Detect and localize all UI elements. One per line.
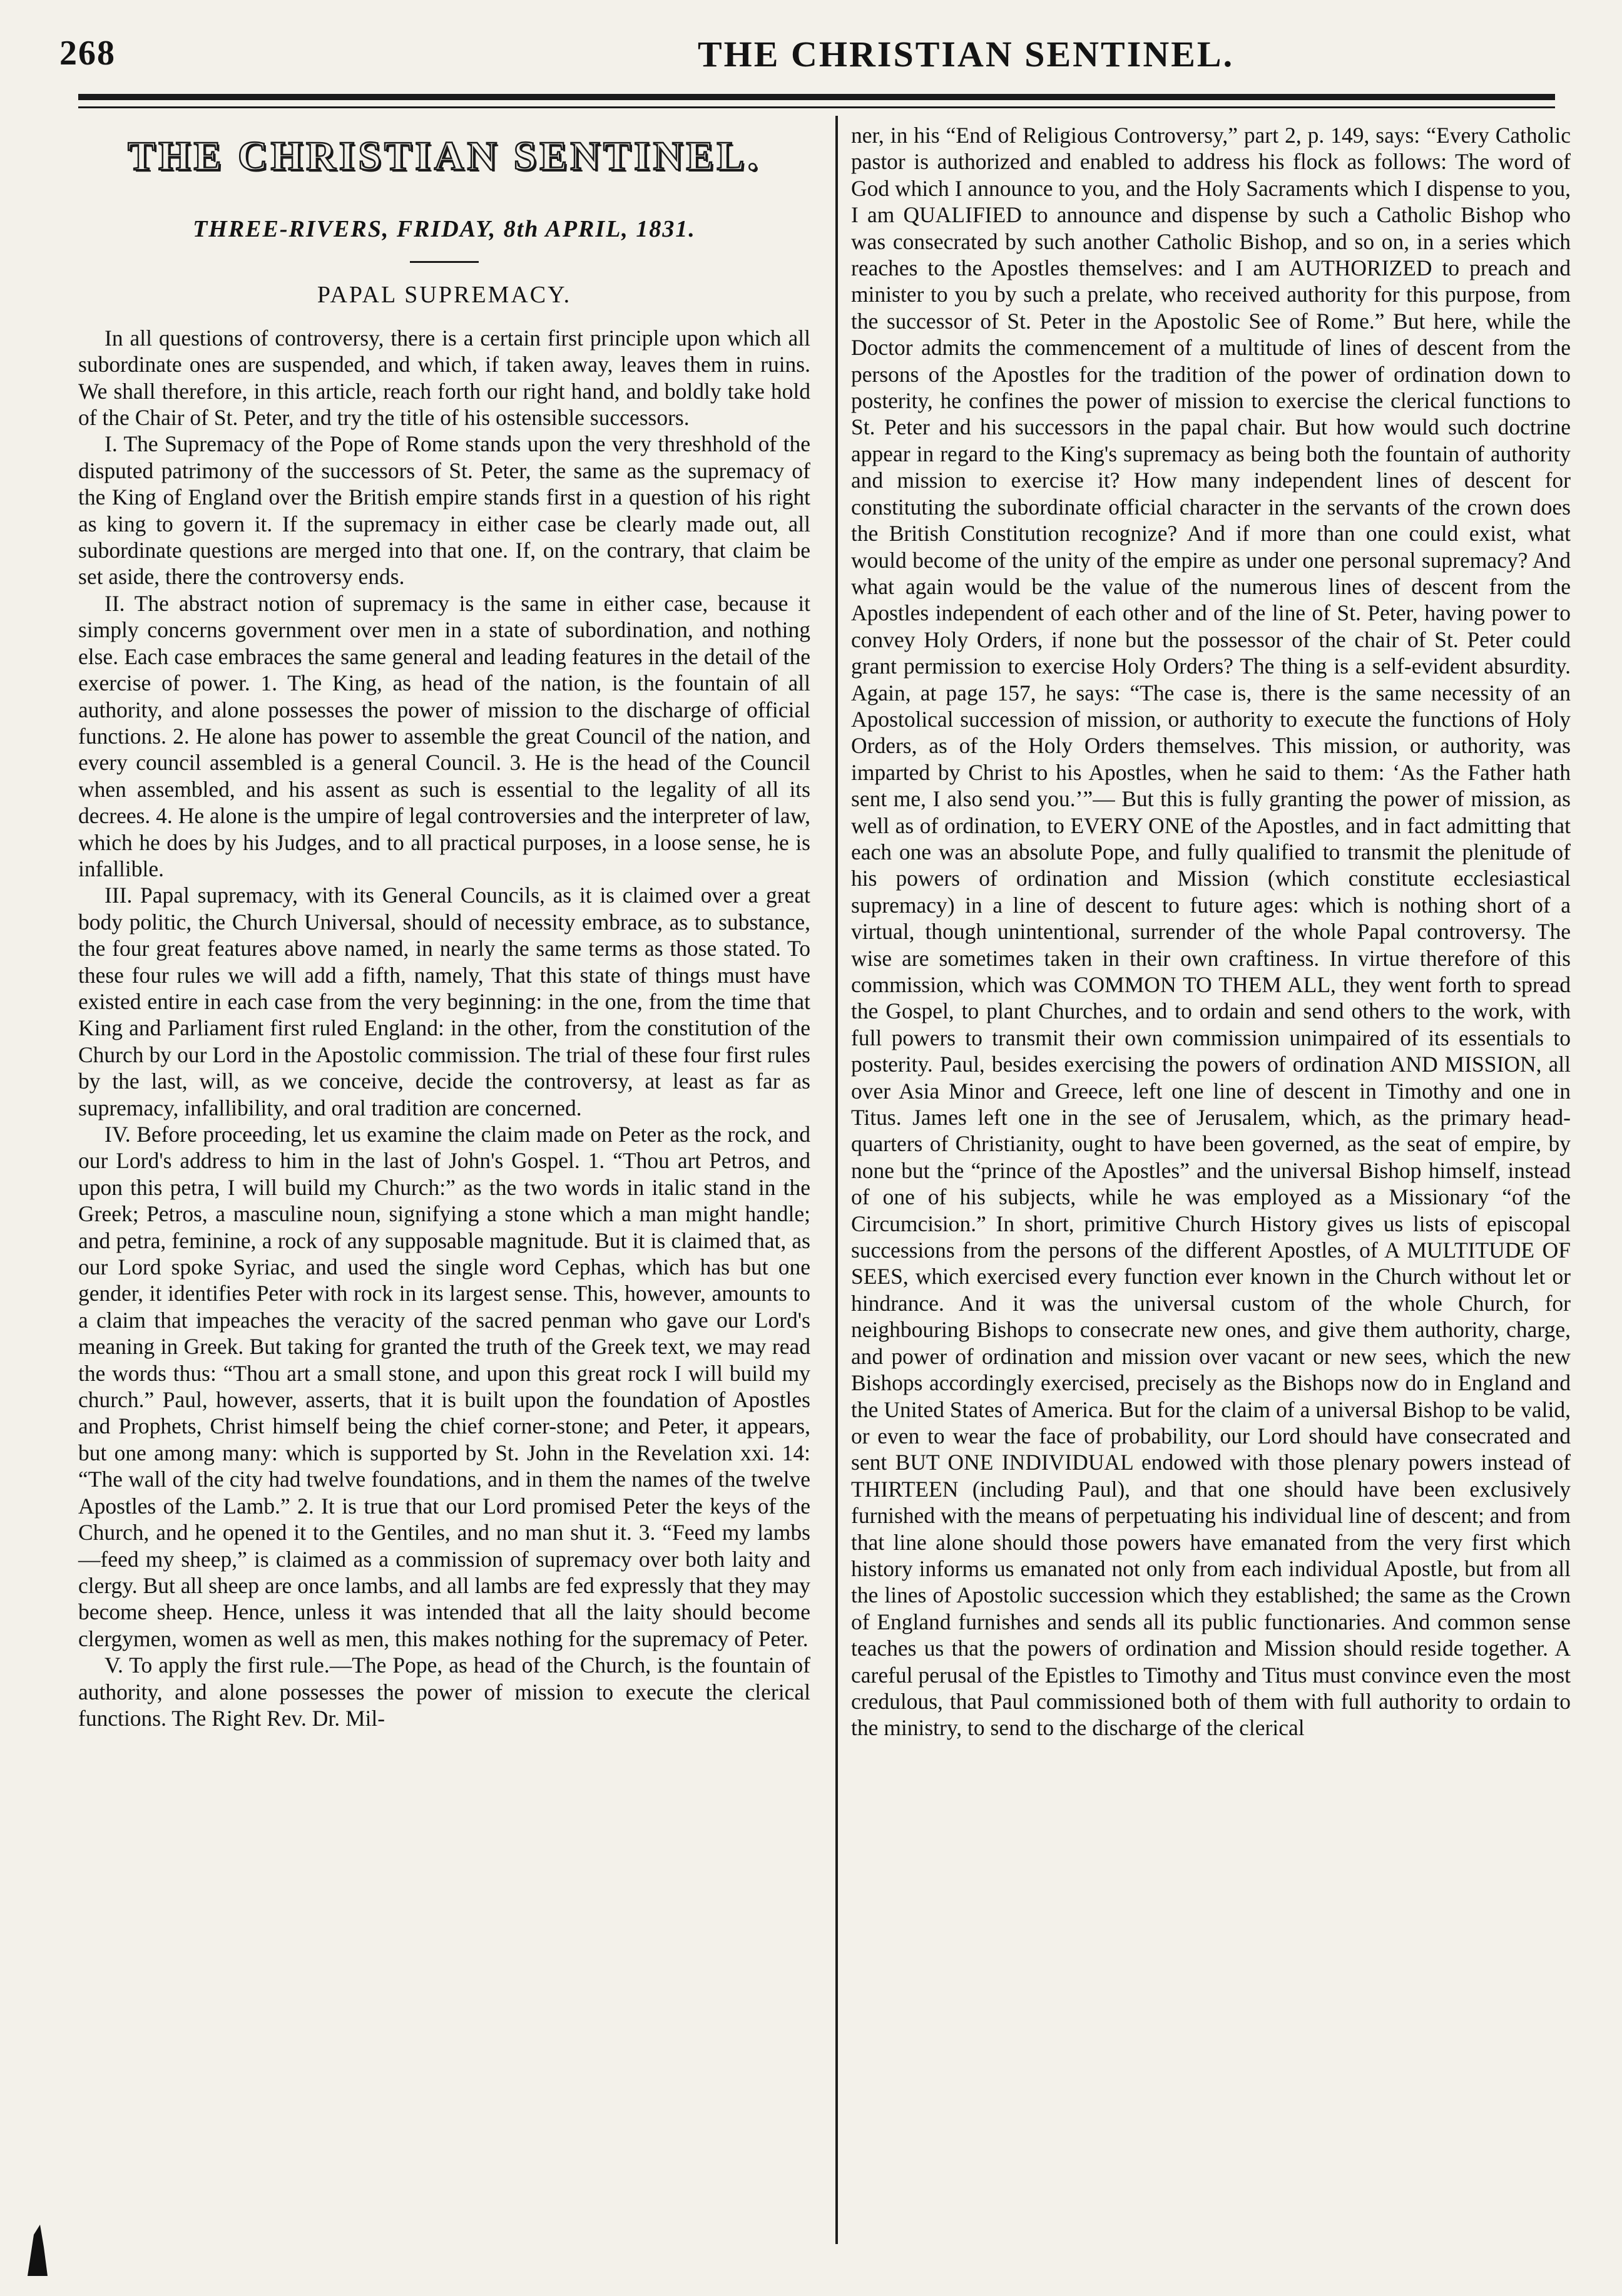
- paragraph-section-5: V. To apply the first rule.—The Pope, as head of the Church, is the fountain of authority, and alone possesses the power of mission to execute the clerical functions. The Right Rev. Dr. Mil-: [78, 1653, 810, 1731]
- paragraph-continued: ner, in his “End of Religious Controversy,” part 2, p. 149, says: “Every Catholic pastor is authorized and enabled to address his flock as follows: The word of God which I announce to you, and the Holy Sacraments which I dispense to you, I am QUALIFIED to announce and dispense by such a Catholic Bishop who was consecrated by such another Catholic Bishop, and so on, in a series which reaches to the Apostles themselves: and I am AUTHORIZED to preach and minister to you by such a prelate, who received authority for this purpose, from the successor of St. Peter in the Apostolic See of Rome.” But here, while the Doctor admits the commencement of a multitude of lines of descent from the persons of the Apostles for the tradition of the power of ordination down to posterity, he confines the power of mission to exercise the clerical functions to St. Peter and his successors in the papal chair. But how would such doctrine appear in regard to the King's supremacy as being both the fountain of authority and mission to exercise it? How many independent lines of descent for constituting the subordinate official character in the servants of the crown does the British Constitution recognize? And if more than one could exist, what would become of the unity of the empire as under one personal supremacy? And what again would be the value of the numerous lines of descent from the Apostles independent of each other and of the line of St. Peter, having power to convey Holy Orders, if none but the possessor of the chair of St. Peter could grant permission to exercise Holy Orders? The thing is a self-evident absurdity. Again, at page 157, he says: “The case is, there is the same necessity of an Apostolical succession of mission, or authority to execute the functions of Holy Orders, as of the Holy Orders themselves. This mission, or authority, was imparted by Christ to his Apostles, when he said to them: ‘As the Father hath sent me, I also send you.’”— But this is fully granting the power of mission, as well as of ordination, to EVERY ONE of the Apostles, and in fact admitting that each one was an absolute Pope, and fully qualified to transmit the plenitude of his powers of ordination and Mission (which constitute ecclesiastical supremacy) in a line of descent to future ages: which is nothing short of a virtual, though unintentional, surrender of the whole Papal controversy. The wise are sometimes taken in their own craftiness. In virtue therefore of this commission, which was COMMON TO THEM ALL, they went forth to spread the Gospel, to plant Churches, and to ordain and send others to the work, with full powers to transmit their own commission unimpaired of its essentials to posterity. Paul, besides exercising the powers of ordination AND MISSION, all over Asia Minor and Greece, left one line of descent in Timothy and one in Titus. James left one in the see of Jerusalem, which, as the primary head-quarters of Christianity, ought to have been governed, as the seat of empire, by none but the “prince of the Apostles” and the universal Bishop himself, instead of one of his subjects, while he was employed as a Missionary “of the Circumcision.” In short, primitive Church History gives us lists of episcopal successions from the persons of the different Apostles, of A MULTITUDE OF SEES, which exercised every function ever known in the Church without let or hindrance. And it was the universal custom of the whole Church, for neighbouring Bishops to consecrate new ones, and give them authority, charge, and power of ordination and mission over vacant or new sees, which the new Bishops accordingly exercised, precisely as the Bishops now do in England and the United States of America. But for the claim of a universal Bishop to be valid, or even to wear the face of probability, our Lord should have consecrated and sent BUT ONE INDIVIDUAL endowed with those plenary powers instead of THIRTEEN (including Paul), and that one should have been exclusively furnished with the means of perpetuating his individual line of descent; and from that line alone should those powers have emanated from the very first which history informs us emanated not only from each individual Apostle, but from all the lines of Apostolic succession which they established; the same as the Crown of England furnishes and sends all its public functionaries. And common sense teaches us that the powers of ordination and Mission should reside together. A careful perusal of the Epistles to Timothy and Titus must convince even the most credulous, that Paul commissioned both of them with full authority to ordain to the ministry, to send to the discharge of the clerical: [851, 123, 1571, 1741]
- paragraph-section-2: II. The abstract notion of supremacy is the same in either case, because it simply concerns government over men in a state of subordination, and nothing else. Each case embraces the same general and leading features in the detail of the exercise of power. 1. The King, as head of the nation, is the fountain of all authority, and alone possesses the power of mission to the discharge of official functions. 2. He alone has power to assemble the great Council of the nation, and every council assembled is a general Council. 3. He is the head of the Council when assembled, and his assent as such is essential to the legality of all its decrees. 4. He alone is the umpire of legal controversies and the interpreter of law, which he does by his Judges, and to all practical purposes, in a loose sense, he is infallible.: [78, 590, 810, 881]
- header-rule-thin: [78, 106, 1555, 108]
- paragraph-section-3: III. Papal supremacy, with its General Councils, as it is claimed over a great body politic, the Church Universal, should of necessity embrace, as to substance, the four great features above named, in nearly the same terms as those stated. To these four rules we will add a fifth, namely, That this state of things must have existed entire in each case from the very beginning: in the one, from the time that King and Parliament first ruled England: in the other, from the constitution of the Church by our Lord in the Apostolic commission. The trial of these four first rules by the last, will, as we conceive, decide the controversy, at least as far as supremacy, infallibility, and oral tradition are concerned.: [78, 883, 810, 1120]
- article-title: PAPAL SUPREMACY.: [317, 282, 572, 309]
- dateline-rule: [410, 261, 479, 263]
- paragraph-intro: In all questions of controversy, there is a certain first principle upon which all subordinate ones are suspended, and which, if taken away, leaves them in ruins. We shall therefore, in this article, reach forth our right hand, and boldly take hold of the Chair of St. Peter, and try the title of his ostensible successors.: [78, 325, 810, 431]
- paragraph-section-1: I. The Supremacy of the Pope of Rome stands upon the very threshhold of the disputed patrimony of the successors of St. Peter, the same as the supremacy of the King of England over the British empire stands first in a question of his right as king to govern it. If the supremacy in either case be clearly made out, all subordinate questions are merged into that one. If, on the contrary, that claim be set aside, there the controversy ends.: [78, 431, 810, 590]
- header-rule-thick: [78, 94, 1555, 100]
- left-column: [78, 122, 810, 1731]
- column-divider: [835, 116, 838, 2244]
- dateline: THREE-RIVERS, FRIDAY, 8th APRIL, 1831.: [193, 216, 696, 242]
- page-number: 268: [59, 34, 116, 73]
- running-title: THE CHRISTIAN SENTINEL.: [698, 34, 1235, 74]
- masthead: THE CHRISTIAN SENTINEL.: [128, 133, 761, 179]
- right-column: [851, 122, 1571, 1741]
- page-corner-mark: [25, 2222, 50, 2278]
- paragraph-section-4: IV. Before proceeding, let us examine the claim made on Peter as the rock, and our Lord's address to him in the last of John's Gospel. 1. “Thou art Petros, and upon this petra, I will build my Church:” as the two words in italic stand in the Greek; Petros, a masculine noun, signifying a stone which a man might handle; and petra, feminine, a rock of any supposable magnitude. But it is claimed that, as our Lord spoke Syriac, and used the single word Cephas, which has but one gender, it identifies Peter with rock in its largest sense. This, however, amounts to a claim that impeaches the veracity of the sacred penman who gave our Lord's meaning in Greek. But taking for granted the truth of the Greek text, we may read the words thus: “Thou art a small stone, and upon this great rock I will build my church.” Paul, however, asserts, that it is built upon the foundation of Apostles and Prophets, Christ himself being the chief corner-stone; and Peter, it appears, but one among many: which is supported by St. John in the Revelation xxi. 14: “The wall of the city had twelve foundations, and in them the names of the twelve Apostles of the Lamb.” 2. It is true that our Lord promised Peter the keys of the Church, and he opened it to the Gentiles, and no man shut it. 3. “Feed my lambs—feed my sheep,” is claimed as a commission of supremacy over both laity and clergy. But all sheep are once lambs, and all lambs are fed expressly that they may become sheep. Hence, unless it was intended that all the laity should become clergymen, women as well as men, this makes nothing for the supremacy of Peter.: [78, 1122, 810, 1651]
- running-head: [59, 28, 1574, 78]
